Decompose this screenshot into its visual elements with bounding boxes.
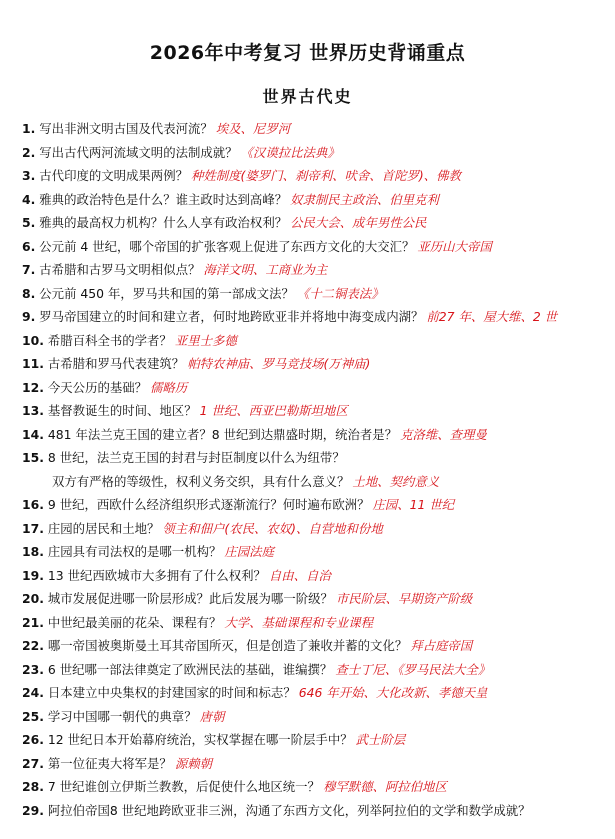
question-item <box>22 634 615 658</box>
question-text: 12 世纪日本开始幕府统治，实权掌握在哪一阶层手中？ <box>47 732 353 747</box>
question-text: 6 世纪哪一部法律奠定了欧洲民法的基础，谁编撰？ <box>47 661 333 677</box>
question-text: 城市发展促进哪一阶层形成？此后发展为哪一阶级？ <box>47 591 333 606</box>
section-title: 世界古代史 <box>262 87 353 106</box>
question-item <box>22 681 615 705</box>
question-text: 13 世纪西欧城市大多拥有了什么权利？ <box>47 567 266 583</box>
question-text: 公元前 450 年，罗马共和国的第一部成文法？ <box>39 285 294 301</box>
question-number: 22. <box>22 638 44 653</box>
question-text: 写出非洲文明古国及代表河流？ <box>39 121 213 136</box>
question-item <box>22 611 615 635</box>
question-text: 罗马帝国建立的时间和建立者，何时地跨欧亚非并将地中海变成内湖？ <box>39 309 424 324</box>
question-item <box>22 352 615 376</box>
question-text: 今天公历的基础？ <box>47 379 148 395</box>
question-item <box>22 235 615 259</box>
answer-text: 武士阶层 <box>355 732 406 747</box>
question-item <box>22 587 615 611</box>
answer-text: 亚里士多德 <box>174 332 237 348</box>
question-text: 雅典的最高权力机构？什么人享有政治权利？ <box>39 215 288 230</box>
answer-text: 公民大会、成年男性公民 <box>290 215 427 230</box>
answer-text: 儒略历 <box>150 379 188 395</box>
question-number: 2. <box>22 144 36 160</box>
question-item <box>22 517 615 541</box>
question-item <box>22 258 615 282</box>
question-number: 9. <box>22 309 36 324</box>
answer-text: 土地、契约意义 <box>352 473 440 489</box>
question-number: 8. <box>22 285 36 301</box>
question-text: 双方有严格的等级性，权利义务交织，具有什么意义？ <box>52 473 350 489</box>
question-text: 庄园的居民和土地？ <box>47 520 160 536</box>
question-number: 25. <box>22 708 44 724</box>
question-number: 19. <box>22 567 44 583</box>
question-number: 16. <box>22 497 44 512</box>
answer-text: 源赖朝 <box>174 755 212 771</box>
question-item <box>22 329 615 353</box>
question-number: 21. <box>22 614 44 630</box>
question-item <box>22 211 615 235</box>
answer-text: 拜占庭帝国 <box>410 638 473 653</box>
question-item <box>22 376 615 400</box>
question-number: 29. <box>22 802 44 818</box>
answer-text: 种姓制度(婆罗门、刹帝利、吠舍、首陀罗)、佛教 <box>190 168 461 183</box>
question-number: 1. <box>22 121 36 136</box>
question-item <box>22 658 615 682</box>
answer-text: 《十二铜表法》 <box>296 285 384 301</box>
question-text: 9 世纪，西欧什么经济组织形式逐渐流行？何时遍布欧洲？ <box>47 497 370 512</box>
question-item <box>22 282 615 306</box>
question-item <box>22 540 615 564</box>
question-text: 第一位征夷大将军是？ <box>47 755 172 771</box>
question-item <box>22 752 615 776</box>
answer-text: 自由、自治 <box>268 567 331 583</box>
question-number: 13. <box>22 403 44 418</box>
answer-text: 庄园法庭 <box>224 544 274 559</box>
answer-text: 市民阶层、早期资产阶级 <box>335 591 473 606</box>
answer-text: 奴隶制民主政治、伯里克利 <box>290 191 439 207</box>
question-number: 15. <box>22 450 44 465</box>
question-item <box>22 188 615 212</box>
question-text: 写出古代两河流域文明的法制成就？ <box>39 144 238 160</box>
question-item <box>22 728 615 752</box>
question-item <box>22 470 615 494</box>
question-number: 6. <box>22 238 36 254</box>
question-number: 27. <box>22 755 44 771</box>
question-item <box>22 305 615 329</box>
question-number: 18. <box>22 544 44 559</box>
question-number: 12. <box>22 379 44 395</box>
question-number: 11. <box>22 356 44 371</box>
question-item <box>22 141 615 165</box>
question-number: 14. <box>22 426 44 442</box>
question-number: 7. <box>22 262 36 277</box>
question-number: 20. <box>22 591 44 606</box>
answer-text: 埃及、尼罗河 <box>215 121 291 136</box>
question-text: 阿拉伯帝国8 世纪地跨欧亚非三洲，沟通了东西方文化，列举阿拉伯的文学和数学成就？ <box>47 802 531 818</box>
question-number: 4. <box>22 191 36 207</box>
answer-text: 《汉谟拉比法典》 <box>240 144 340 160</box>
question-item <box>22 799 615 823</box>
answer-text: 646 年开始、大化改新、孝德天皇 <box>298 685 488 700</box>
question-number: 5. <box>22 215 36 230</box>
answer-text: 领主和佃户(农民、农奴)、自营地和份地 <box>162 520 383 536</box>
question-number: 28. <box>22 779 44 794</box>
question-item <box>22 117 615 141</box>
question-text: 基督教诞生的时间、地区？ <box>47 403 197 418</box>
answer-text: 穆罕默德、阿拉伯地区 <box>322 779 447 794</box>
question-text: 古希腊和古罗马文明相似点？ <box>39 262 201 277</box>
question-text: 雅典的政治特色是什么？谁主政时达到高峰？ <box>39 191 288 207</box>
answer-text: 唐朝 <box>199 708 225 724</box>
question-number: 24. <box>22 685 44 700</box>
answer-text: 帕特农神庙、罗马竞技场(万神庙) <box>187 356 371 371</box>
question-text: 希腊百科全书的学者？ <box>47 332 172 348</box>
question-text: 日本建立中央集权的封建国家的时间和标志？ <box>47 685 296 700</box>
question-number: 3. <box>22 168 36 183</box>
question-item <box>22 399 615 423</box>
question-item <box>22 164 615 188</box>
question-number: 10. <box>22 332 44 348</box>
question-item <box>22 493 615 517</box>
question-list <box>22 117 615 822</box>
question-text: 7 世纪谁创立伊斯兰教教，后促使什么地区统一？ <box>47 779 320 794</box>
answer-text: 前27 年、屋大维、2 世 <box>426 309 558 324</box>
question-item <box>22 564 615 588</box>
question-item <box>22 705 615 729</box>
question-text: 481 年法兰克王国的建立者？8 世纪到达鼎盛时期，统治者是？ <box>47 426 398 442</box>
question-number: 17. <box>22 520 44 536</box>
answer-text: 1 世纪、西亚巴勒斯坦地区 <box>199 403 348 418</box>
question-text: 学习中国哪一朝代的典章？ <box>47 708 197 724</box>
answer-text: 查士丁尼、《罗马民法大全》 <box>335 661 491 677</box>
question-number: 26. <box>22 732 44 747</box>
question-text: 古代印度的文明成果两例？ <box>39 168 188 183</box>
question-text: 哪一帝国被奥斯曼土耳其帝国所灭，但是创造了兼收并蓄的文化？ <box>47 638 408 653</box>
question-item <box>22 775 615 799</box>
answer-text: 庄园、11 世纪 <box>372 497 455 512</box>
question-text: 8 世纪，法兰克王国的封君与封臣制度以什么为纽带？ <box>47 450 345 465</box>
question-text: 古希腊和罗马代表建筑？ <box>47 356 185 371</box>
question-text: 中世纪最美丽的花朵、课程有？ <box>47 614 222 630</box>
question-item <box>22 446 615 470</box>
answer-text: 亚历山大帝国 <box>417 238 492 254</box>
question-number: 23. <box>22 661 44 677</box>
question-text: 庄园具有司法权的是哪一机构？ <box>47 544 222 559</box>
answer-text: 大学、基础课程和专业课程 <box>224 614 374 630</box>
page-title: 2026年中考复习 世界历史背诵重点 <box>149 42 466 64</box>
question-item <box>22 423 615 447</box>
answer-text: 克洛维、查理曼 <box>400 426 487 442</box>
answer-text: 海洋文明、工商业为主 <box>203 262 328 277</box>
question-text: 公元前 4 世纪，哪个帝国的扩张客观上促进了东西方文化的大交汇？ <box>39 238 415 254</box>
